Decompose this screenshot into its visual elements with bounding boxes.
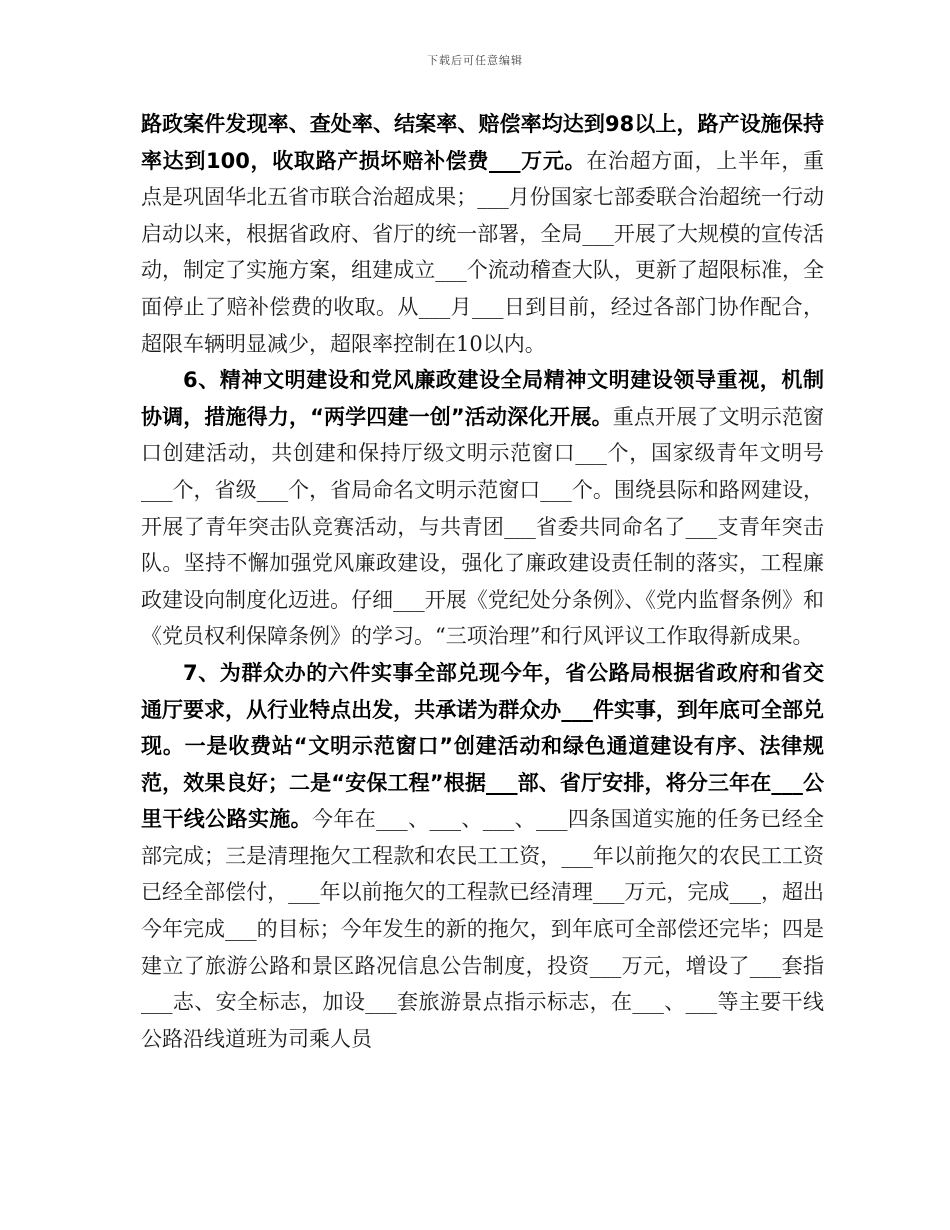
bold-run: 7、为群众办的六件实事全部兑现今年，省公路局根据省政府和省交通厅要求，从行业特点出发，共承诺为群众办___件实事，到年底可全部兑现。一是收费站“文明示范窗口”创建活动和绿色通道建设有序、法律规范，效果良好；二是“安保工程”根据___部、省厅安排，将分三年在___公里干线公路实施。 <box>141 660 824 832</box>
page-header: 下载后可任意编辑 <box>427 54 523 67</box>
normal-run: 重点开展了文明示范窗口创建活动，共创建和保持厅级文明示范窗口___个，国家级青年文明号___个，省级___个，省局命名文明示范窗口___个。围绕县际和路网建设，开展了青年突击队竞赛活动，与共青团___省委共同命名了___支青年突击队。坚持不懈加强党风廉政建设，强化了廉政建设责任制的落实，工程廉政建设向制度化迈进。仔细___开展《党纪处分条例》、《党内监督条例》和《党员权利保障条例》的学习。“三项治理”和行风评议工作取得新成果。 <box>141 404 824 649</box>
normal-run: 今年在___、___、___、___四条国道实施的任务已经全部完成；三是清理拖欠工程款和农民工工资，___年以前拖欠的农民工工资已经全部偿付，___年以前拖欠的工程款已经清理___万元，完成___，超出今年完成___的目标；今年发生的新的拖欠，到年底可全部偿还完毕；四是建立了旅游公路和景区路况信息公告制度，投资___万元，增设了___套指___志、安全标志，加设___套旅游景点指示标志，在___、___等主要干线公路沿线道班为司乘人员 <box>141 807 825 1051</box>
bold-run: 路政案件发现率、查处率、结案率、赔偿率均达到98以上，路产设施保持率达到100，收取路产损坏赔补偿费___万元。 <box>141 112 824 173</box>
paragraph-3 <box>141 655 824 1058</box>
bold-run: 6、精神文明建设和党风廉政建设全局精神文明建设领导重视，机制协调，措施得力，“两学四建一创”活动深化开展。 <box>141 368 824 429</box>
paragraph-2 <box>141 362 824 655</box>
document-body <box>141 106 824 1057</box>
paragraph-1 <box>141 106 824 362</box>
normal-run: 在治超方面，上半年，重点是巩固华北五省市联合治超成果；___月份国家七部委联合治超统一行动启动以来，根据省政府、省厅的统一部署，全局___开展了大规模的宣传活动，制定了实施方案，组建成立___个流动稽查大队，更新了超限标准，全面停止了赔补偿费的收取。从___月___日到目前，经过各部门协作配合，超限车辆明显减少，超限率控制在10以内。 <box>141 148 824 356</box>
